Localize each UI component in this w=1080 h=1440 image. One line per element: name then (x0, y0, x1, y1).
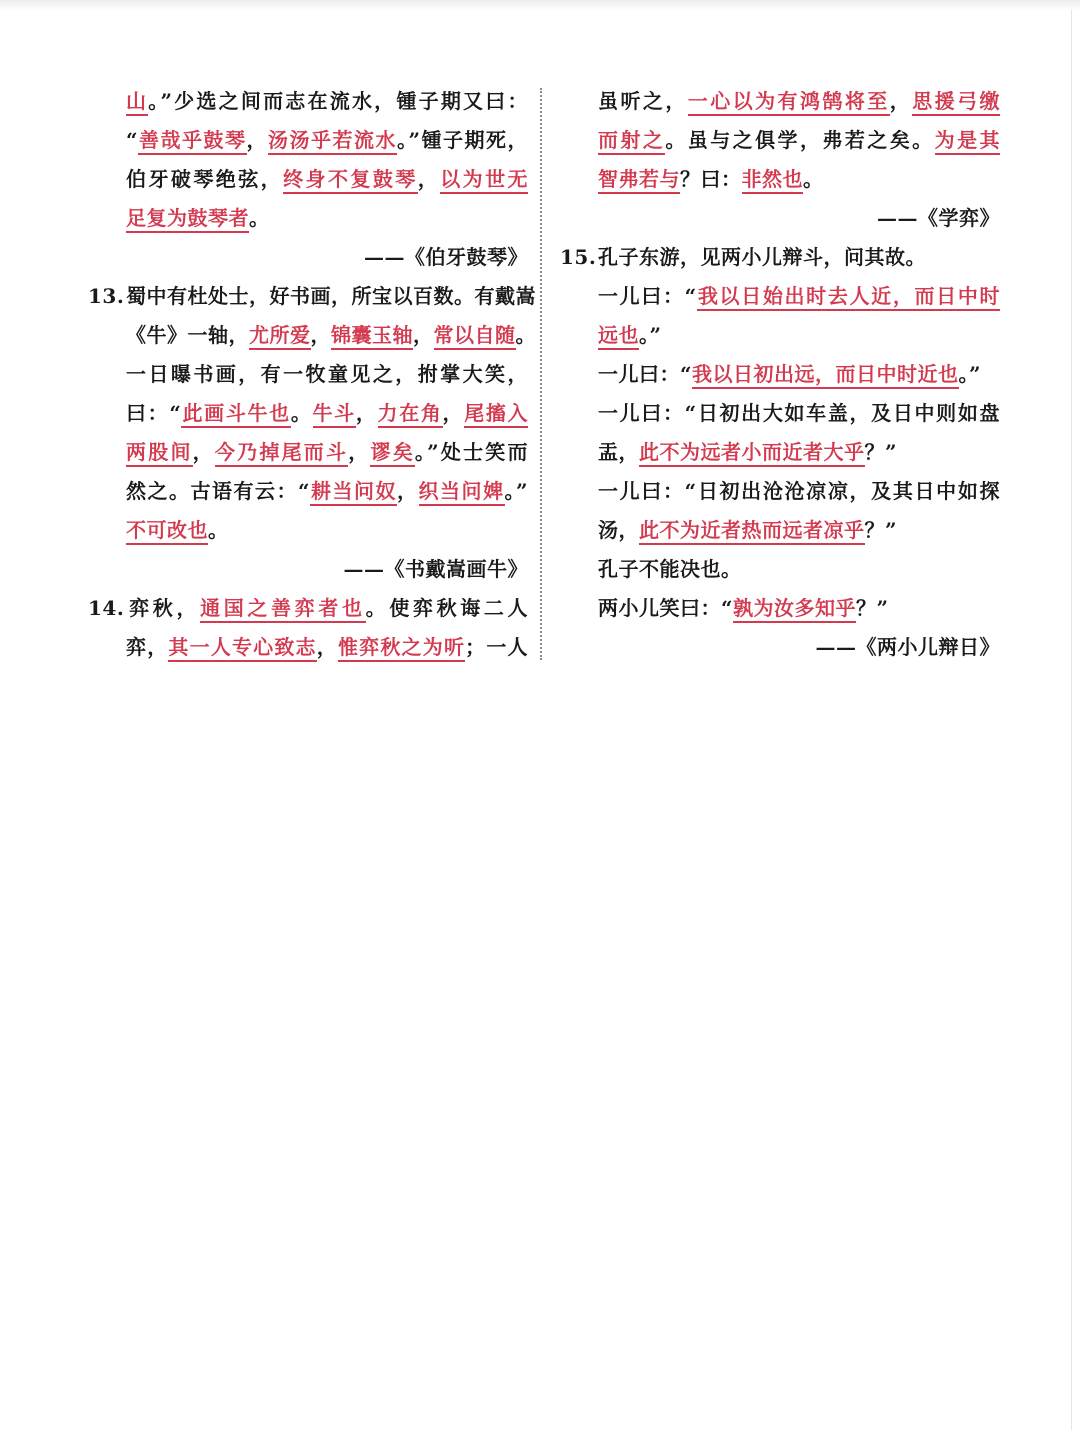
text-line: 而射之。虽与之俱学，弗若之矣。为是其 (560, 121, 1000, 160)
right-column (560, 82, 1000, 667)
text-line: 孔子不能决也。 (598, 557, 742, 581)
text-line: 一儿曰：“日初出大如车盖，及日中则如盘 (598, 401, 1000, 425)
answer-underline: 而射之 (598, 128, 665, 155)
answer-underline: 耕当问奴 (310, 479, 397, 506)
text-line: 13.蜀中有杜处士，好书画，所宝以百数。有戴嵩 (88, 277, 528, 316)
text-line: 一儿曰：“我以日初出远，而日中时近也。” (560, 355, 1000, 394)
text-line: 不可改也。 (88, 511, 528, 550)
answer-underline: 山 (126, 89, 148, 116)
answer-underline: 两股间 (126, 440, 193, 467)
answer-underline: 终身不复鼓琴 (283, 167, 418, 194)
question-number: 13. (88, 284, 125, 308)
answer-underline: 通国之善弈者也 (200, 596, 366, 623)
answer-underline: 我以日始出时去人近，而日中时 (697, 284, 1000, 311)
answer-underline: 惟弈秋之为听 (338, 635, 465, 662)
answer-underline: 此不为近者热而远者凉乎 (639, 518, 865, 545)
text-line: 智弗若与？曰：非然也。 (560, 160, 1000, 199)
answer-underline: 远也 (598, 323, 639, 350)
text-line: 14.弈秋，通国之善弈者也。使弈秋诲二人 (88, 589, 528, 628)
text-line: 虽听之，一心以为有鸿鹄将至，思援弓缴 (560, 82, 1000, 121)
answer-underline: 足复为鼓琴者 (126, 206, 249, 233)
answer-underline: 不可改也 (126, 518, 208, 545)
text-line: “善哉乎鼓琴，汤汤乎若流水。”锺子期死， (88, 121, 528, 160)
page-top-edge (0, 0, 1080, 10)
answer-underline: 今乃掉尾而斗 (215, 440, 348, 467)
answer-underline: 谬矣 (370, 440, 414, 467)
text-line: 《牛》一轴，尤所爱，锦囊玉轴，常以自随。 (88, 316, 528, 355)
text-line: 然之。古语有云：“耕当问奴，织当问婢。” (88, 472, 528, 511)
text-line: 一儿曰：“日初出沧沧凉凉，及其日中如探 (598, 479, 1000, 503)
answer-underline: 织当问婢 (419, 479, 505, 506)
answer-underline: 尤所爱 (249, 323, 311, 350)
answer-underline: 锦囊玉轴 (331, 323, 413, 350)
text-line: 两股间，今乃掉尾而斗，谬矣。”处士笑而 (88, 433, 528, 472)
answer-underline: 力在角 (378, 401, 443, 428)
text-line: 一儿曰：“我以日始出时去人近，而日中时 (560, 277, 1000, 316)
text-line: 远也。” (560, 316, 1000, 355)
question-number: 14. (88, 596, 125, 620)
answer-underline: 非然也 (742, 167, 804, 194)
left-column (88, 82, 536, 667)
answer-underline: 此不为远者小而近者大乎 (639, 440, 865, 467)
answer-underline: 以为世无 (440, 167, 528, 194)
answer-underline: 智弗若与 (598, 167, 680, 194)
answer-underline: 尾搐入 (464, 401, 528, 428)
text-line: 曰：“此画斗牛也。牛斗，力在角，尾搐入 (88, 394, 528, 433)
answer-underline: 善哉乎鼓琴 (138, 128, 247, 155)
answer-underline: 为是其 (935, 128, 1000, 155)
text-line: 15.孔子东游，见两小儿辩斗，问其故。 (560, 238, 1000, 277)
page-right-edge (1071, 10, 1072, 1430)
answer-underline: 其一人专心致志 (168, 635, 316, 662)
answer-underline: 一心以为有鸿鹄将至 (688, 89, 890, 116)
answer-underline: 思援弓缴 (912, 89, 1000, 116)
source-citation: ——《伯牙鼓琴》 (364, 245, 528, 269)
source-citation: ——《两小儿辩日》 (815, 635, 1000, 659)
text-line: 伯牙破琴绝弦，终身不复鼓琴，以为世无 (88, 160, 528, 199)
answer-underline: 汤汤乎若流水 (268, 128, 397, 155)
text-line: 山。”少选之间而志在流水，锺子期又曰： (88, 82, 528, 121)
text-line: 弈，其一人专心致志，惟弈秋之为听；一人 (88, 628, 528, 667)
text-line: 盂，此不为远者小而近者大乎？” (560, 433, 1000, 472)
text-line: 足复为鼓琴者。 (88, 199, 528, 238)
answer-underline: 孰为汝多知乎 (733, 596, 856, 623)
source-citation: ——《书戴嵩画牛》 (343, 557, 528, 581)
text-line: 一日曝书画，有一牧童见之，拊掌大笑， (126, 362, 528, 386)
source-citation: ——《学弈》 (877, 206, 1000, 230)
answer-underline: 常以自随 (434, 323, 516, 350)
answer-underline: 牛斗 (313, 401, 356, 428)
answer-underline: 我以日初出远，而日中时近也 (692, 362, 959, 389)
text-line: 汤，此不为近者热而远者凉乎？” (560, 511, 1000, 550)
question-number: 15. (560, 245, 597, 269)
text-line: 两小儿笑曰：“孰为汝多知乎？” (560, 589, 1000, 628)
column-divider (540, 88, 542, 660)
answer-underline: 此画斗牛也 (181, 401, 291, 428)
